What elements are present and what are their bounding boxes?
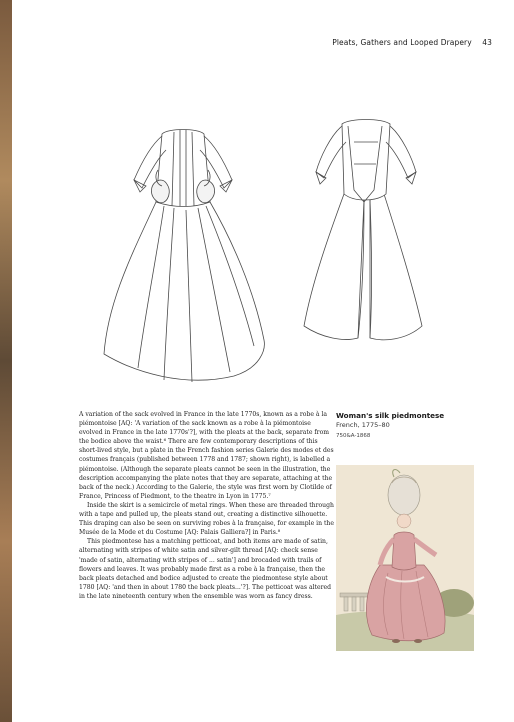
back-view-line-drawing [94, 110, 272, 386]
running-header-title: Pleats, Gathers and Looped Drapery [332, 38, 472, 47]
adjacent-page-edge [0, 0, 12, 722]
book-page [12, 0, 514, 722]
fashion-plate-image [336, 465, 474, 651]
body-paragraph: This piedmontese has a matching petticoat, and both items are made of satin, alternating with stripes of white satin and silver-gilt thread [AQ: check sense 'made of satin, alternating with stripes of ... satin'] and brocaded with trails of flowers and leaves. It was probably made first as a robe à la française, then the back pleats detached and bodice adjusted to create the piedmontese style about 1780 [AQ: 'and then in about 1780 the back pleats...'?]. The petticoat was altered in the late nineteenth century when the ensemble was worn as fancy dress. [79, 538, 332, 600]
caption-title: Woman's silk piedmontese [336, 411, 445, 420]
front-view-line-drawing [292, 112, 442, 346]
page-number: 43 [482, 38, 492, 47]
caption-accession-number: 750&A-1868 [336, 433, 371, 439]
figure-caption [336, 411, 476, 441]
body-text [79, 410, 335, 601]
body-paragraph: Inside the skirt is a semicircle of metal rings. When these are threaded through with a tape and pulled up, the pleats stand out, creating a distinctive silhouette. This draping can also be seen on surviving robes à la française, for example in the Musée de la Mode et du Costume [AQ: Palais Galliera?] in Paris.⁸ [79, 501, 334, 537]
running-header [332, 38, 492, 47]
caption-date: French, 1775–80 [336, 421, 390, 429]
body-paragraph: A variation of the sack evolved in France in the late 1770s, known as a robe à la piémontoise [AQ: 'A variation of the sack known as a robe à la piémontoise evolved in France in the late 1770s'?], with the pleats at the back, separate from the bodice above the waist.⁶ There are few contemporary descriptions of this short-lived style, but a plate in the French fashion series Galerie des modes et des costumes français (published between 1778 and 1787; shown right), is labelled a piémontoise. (Although the separate pleats cannot be seen in the illustration, the description accompanying the plate notes that they are separate, attaching at the back of the neck.) According to the Galerie, the style was first worn by Clotilde of France, Princess of Piedmont, to the theatre in Lyon in 1775.⁷ [79, 411, 334, 500]
